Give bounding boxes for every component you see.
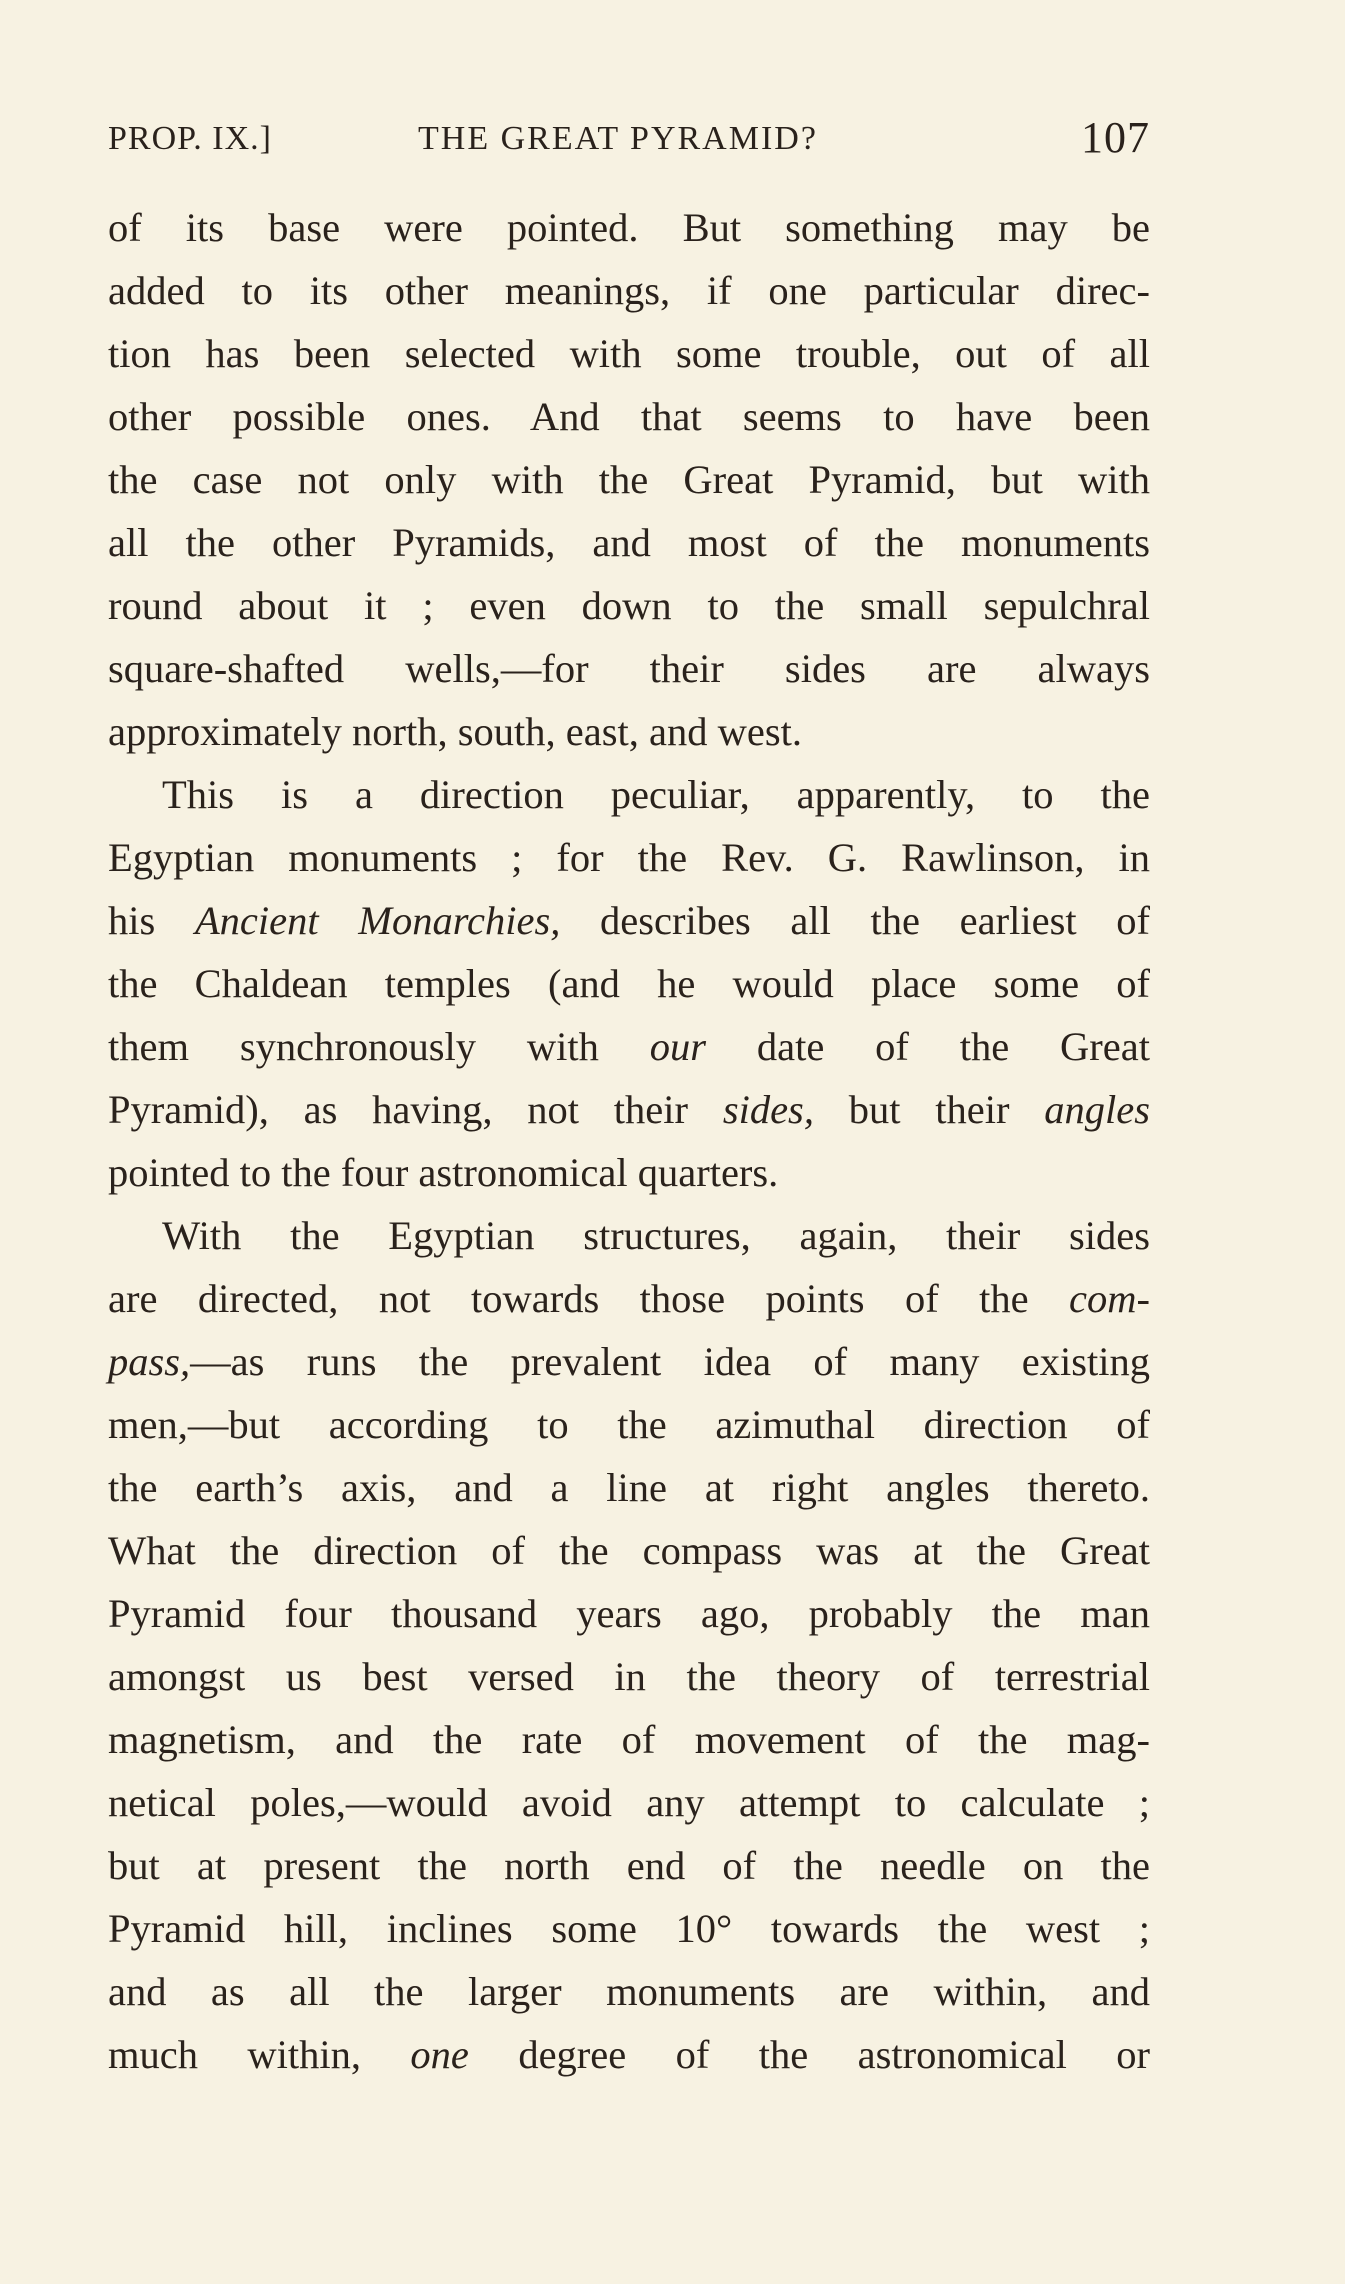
header-title: THE GREAT PYRAMID? (418, 120, 818, 157)
italic-text: our (649, 1024, 707, 1069)
text-run: the case not only with the Great Pyramid, but with (108, 457, 1150, 502)
text-line (108, 322, 1150, 385)
italic-text: pass, (108, 1339, 191, 1384)
text-run: round about it ; even down to the small sepulchral (108, 583, 1150, 628)
header-section-label: PROP. IX.] (108, 120, 272, 157)
text-run: men,—but according to the azimuthal direction of (108, 1402, 1150, 1447)
text-run: the Chaldean temples (and he would place some of (108, 961, 1150, 1006)
text-line (108, 637, 1150, 700)
text-run: the earth’s axis, and a line at right angles thereto. (108, 1465, 1150, 1510)
text-line (108, 259, 1150, 322)
italic-text: angles (1044, 1087, 1150, 1132)
italic-text: one (410, 2032, 469, 2077)
page-number: 107 (1081, 113, 1150, 162)
text-line (108, 1834, 1150, 1897)
text-line (108, 511, 1150, 574)
text-run: Egyptian monuments ; for the Rev. G. Rawlinson, in (108, 835, 1150, 880)
text-run: Pyramid hill, inclines some 10° towards the west ; (108, 1906, 1150, 1951)
text-run: tion has been selected with some trouble, out of all (108, 331, 1150, 376)
text-line (108, 574, 1150, 637)
text-run: pointed to the four astronomical quarters. (108, 1150, 779, 1195)
text-run: degree of the astronomical or (468, 2032, 1150, 2077)
text-line (108, 700, 1150, 763)
text-run: but at present the north end of the needle on the (108, 1843, 1150, 1888)
text-line (108, 1204, 1150, 1267)
text-run: much within, (108, 2032, 411, 2077)
text-run: With the Egyptian structures, again, their sides (162, 1213, 1150, 1258)
text-line (108, 826, 1150, 889)
italic-text: sides, (722, 1087, 814, 1132)
text-run: other possible ones. And that seems to have been (108, 394, 1150, 439)
text-line (108, 196, 1150, 259)
text-run: all the other Pyramids, and most of the monuments (108, 520, 1150, 565)
text-run: describes all the earliest of (560, 898, 1151, 943)
text-run: This is a direction peculiar, apparently, to the (162, 772, 1150, 817)
text-line (108, 1771, 1150, 1834)
text-line (108, 1141, 1150, 1204)
text-line (108, 1708, 1150, 1771)
text-run: Pyramid), as having, not their (108, 1087, 723, 1132)
italic-text: com- (1069, 1276, 1150, 1321)
text-line (108, 952, 1150, 1015)
text-line (108, 2023, 1150, 2086)
body-text (108, 196, 1150, 2086)
text-line (108, 1645, 1150, 1708)
text-run: —as runs the prevalent idea of many existing (190, 1339, 1150, 1384)
text-run: approximately north, south, east, and west. (108, 709, 802, 754)
text-run: netical poles,—would avoid any attempt to calculate ; (108, 1780, 1150, 1825)
text-run: added to its other meanings, if one particular direc- (108, 268, 1150, 313)
text-line (108, 1267, 1150, 1330)
text-run: square-shafted wells,—for their sides are always (108, 646, 1150, 691)
text-run: are directed, not towards those points of the (108, 1276, 1070, 1321)
text-line (108, 1393, 1150, 1456)
text-run: What the direction of the compass was at the Great (108, 1528, 1150, 1573)
text-run: magnetism, and the rate of movement of the mag- (108, 1717, 1150, 1762)
text-line (108, 1330, 1150, 1393)
text-run: them synchronously with (108, 1024, 650, 1069)
text-run: date of the Great (706, 1024, 1150, 1069)
text-run: amongst us best versed in the theory of terrestrial (108, 1654, 1150, 1699)
running-header (108, 112, 1150, 164)
text-line (108, 889, 1150, 952)
text-run: of its base were pointed. But something may be (108, 205, 1150, 250)
text-line (108, 385, 1150, 448)
text-line (108, 1582, 1150, 1645)
text-line (108, 1519, 1150, 1582)
text-line (108, 1078, 1150, 1141)
text-line (108, 448, 1150, 511)
italic-text: Ancient Monarchies, (194, 898, 561, 943)
text-line (108, 1897, 1150, 1960)
text-run: Pyramid four thousand years ago, probably the man (108, 1591, 1150, 1636)
text-run: but their (813, 1087, 1045, 1132)
text-line (108, 1456, 1150, 1519)
text-line (108, 763, 1150, 826)
text-run: his (108, 898, 195, 943)
text-run: and as all the larger monuments are within, and (108, 1969, 1150, 2014)
text-line (108, 1960, 1150, 2023)
text-line (108, 1015, 1150, 1078)
